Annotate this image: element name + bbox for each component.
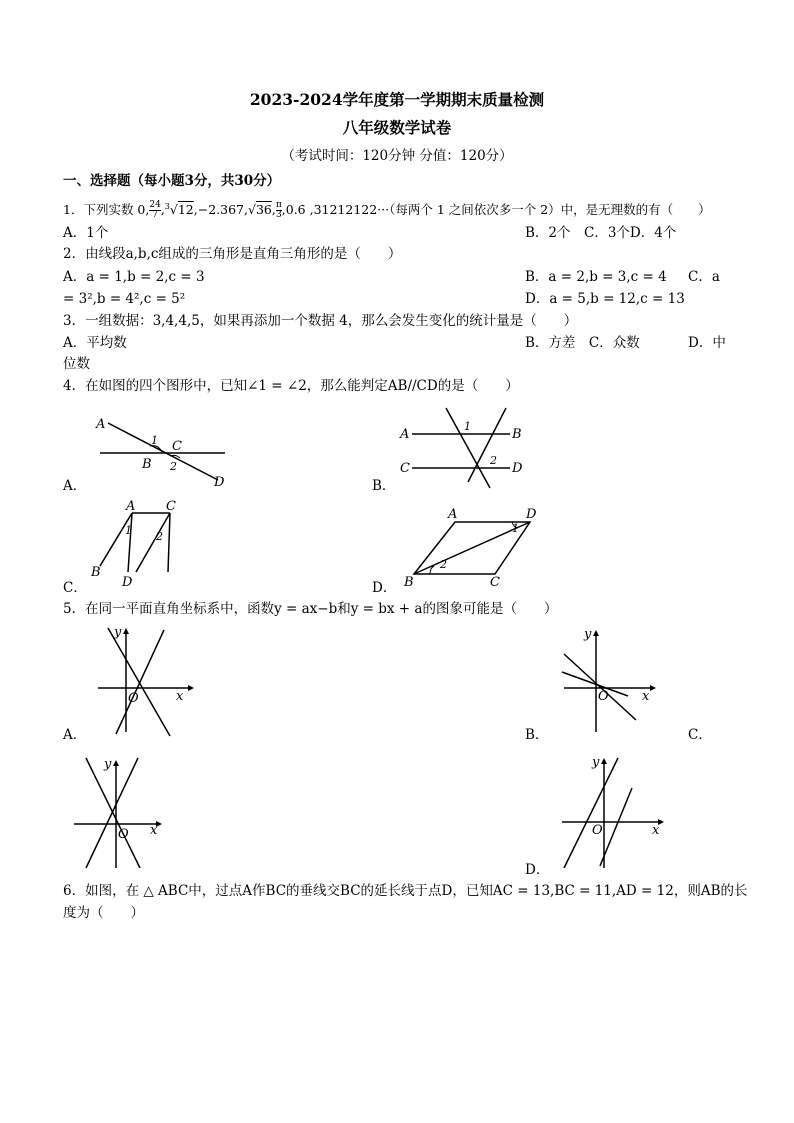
q4-figure-c bbox=[88, 498, 193, 590]
question-4-stem: 4．在如图的四个图形中，已知∠1 = ∠2，那么能判定AB//CD的是（ ） bbox=[63, 378, 519, 394]
question-2-stem: 2．由线段a,b,c组成的三角形是直角三角形的是（ ） bbox=[63, 246, 402, 262]
axis-y-label: y bbox=[584, 627, 592, 642]
axis-y-label: y bbox=[592, 755, 600, 770]
label-a: A bbox=[126, 499, 136, 514]
q1-option-a: A．1个 bbox=[63, 225, 109, 241]
label-d: D bbox=[122, 575, 133, 590]
label-c: C bbox=[172, 439, 182, 454]
q4-figure-a bbox=[90, 408, 240, 488]
label-a: A bbox=[96, 417, 106, 432]
label-angle-1: 1 bbox=[125, 524, 132, 537]
label-b: B bbox=[512, 427, 522, 442]
q4-figure-d bbox=[400, 502, 550, 590]
q3-option-d: D．中 bbox=[688, 335, 726, 351]
radical-sign: √ bbox=[169, 202, 178, 218]
q1-fraction-2: $\frac{\pi}{3}$ bbox=[275, 200, 282, 221]
label-angle-2: 2 bbox=[170, 460, 177, 473]
radical-sign: √ bbox=[247, 202, 256, 218]
q5-graph-c bbox=[68, 752, 173, 872]
exam-info: （考试时间：120分钟 分值：120分） bbox=[281, 148, 513, 164]
label-b: B bbox=[404, 575, 414, 590]
page-title: 2023-2024学年度第一学期期末质量检测 bbox=[249, 90, 545, 109]
axis-x-label: x bbox=[176, 689, 184, 704]
label-angle-2: 2 bbox=[156, 530, 163, 543]
axis-y-label: y bbox=[114, 625, 122, 640]
origin-label: O bbox=[128, 691, 139, 706]
label-a: A bbox=[400, 427, 410, 442]
q4-option-b: B． bbox=[372, 478, 396, 494]
page-subtitle: 八年级数学试卷 bbox=[342, 118, 452, 137]
q1-options-bcd: B．2个 C．3个D．4个 bbox=[525, 225, 677, 241]
q5-option-d: D． bbox=[525, 862, 550, 878]
q4-option-a: A． bbox=[63, 478, 87, 494]
q5-graph-b bbox=[556, 620, 661, 738]
origin-label: O bbox=[592, 823, 603, 838]
axis-x-label: x bbox=[642, 689, 650, 704]
label-b: B bbox=[91, 565, 101, 580]
q5-option-c: C． bbox=[688, 727, 712, 743]
label-angle-2: 2 bbox=[490, 454, 497, 467]
label-c: C bbox=[166, 499, 176, 514]
question-1-stem: 1．下列实数 0, $\frac{24}{7}$ ,$^3$√12,−2.367,√36, $\frac{\pi}{3}$ ,0.6̇ ,31212122···（每两个 1 之间依次多一个 2）中，是无理数的有（ ） bbox=[63, 200, 711, 221]
question-6-stem: 6．如图，在 △ ABC中，过点A作BC的垂线交BC的延长线于点D，已知AC = 13,BC = 11,AD = 12，则AB的长 bbox=[63, 883, 748, 899]
label-a: A bbox=[448, 507, 458, 522]
q3-option-d-cont: 位数 bbox=[63, 356, 90, 372]
label-angle-1: 1 bbox=[151, 434, 158, 447]
label-c: C bbox=[400, 461, 410, 476]
q2-option-a: A．a = 1,b = 2,c = 3 bbox=[63, 269, 205, 285]
q3-options-bc: B．方差 C．众数 bbox=[525, 335, 640, 351]
q1-lead: 1．下列实数 0, bbox=[63, 202, 150, 218]
label-b: B bbox=[142, 457, 152, 472]
question-5-stem: 5．在同一平面直角坐标系中，函数y = ax−b和y = bx + a的图象可能是（ ） bbox=[63, 601, 558, 617]
axis-x-label: x bbox=[150, 823, 158, 838]
q2-option-d: D．a = 5,b = 12,c = 13 bbox=[525, 291, 685, 307]
q4-figure-b bbox=[398, 402, 533, 490]
q2-option-b: B．a = 2,b = 3,c = 4 bbox=[525, 269, 667, 285]
q4-option-d: D． bbox=[372, 580, 397, 596]
label-d: D bbox=[526, 507, 537, 522]
label-d: D bbox=[512, 461, 523, 476]
q5-graph-a bbox=[92, 620, 197, 738]
q4-option-c: C． bbox=[63, 580, 87, 596]
label-angle-1: 1 bbox=[512, 522, 519, 535]
q2-option-c-cont: = 3²,b = 4²,c = 5² bbox=[63, 291, 186, 307]
section-heading: 一、选择题（每小题3分，共30分） bbox=[63, 173, 281, 189]
q5-graph-d bbox=[556, 748, 671, 872]
origin-label: O bbox=[598, 689, 609, 704]
q5-option-a: A． bbox=[63, 727, 87, 743]
q3-option-a: A．平均数 bbox=[63, 335, 127, 351]
label-angle-1: 1 bbox=[464, 420, 471, 433]
axis-x-label: x bbox=[652, 823, 660, 838]
q1-fraction-1: $\frac{24}{7}$ bbox=[149, 200, 161, 221]
label-d: D bbox=[214, 475, 225, 488]
origin-label: O bbox=[118, 827, 129, 842]
axis-y-label: y bbox=[104, 757, 112, 772]
label-c: C bbox=[490, 575, 500, 590]
question-3-stem: 3．一组数据：3,4,4,5，如果再添加一个数据 4，那么会发生变化的统计量是（ ） bbox=[63, 313, 578, 329]
label-angle-2: 2 bbox=[440, 558, 447, 571]
q5-option-b: B． bbox=[525, 727, 549, 743]
question-6-stem-cont: 度为（ ） bbox=[63, 905, 144, 921]
q2-option-c: C．a bbox=[688, 269, 720, 285]
